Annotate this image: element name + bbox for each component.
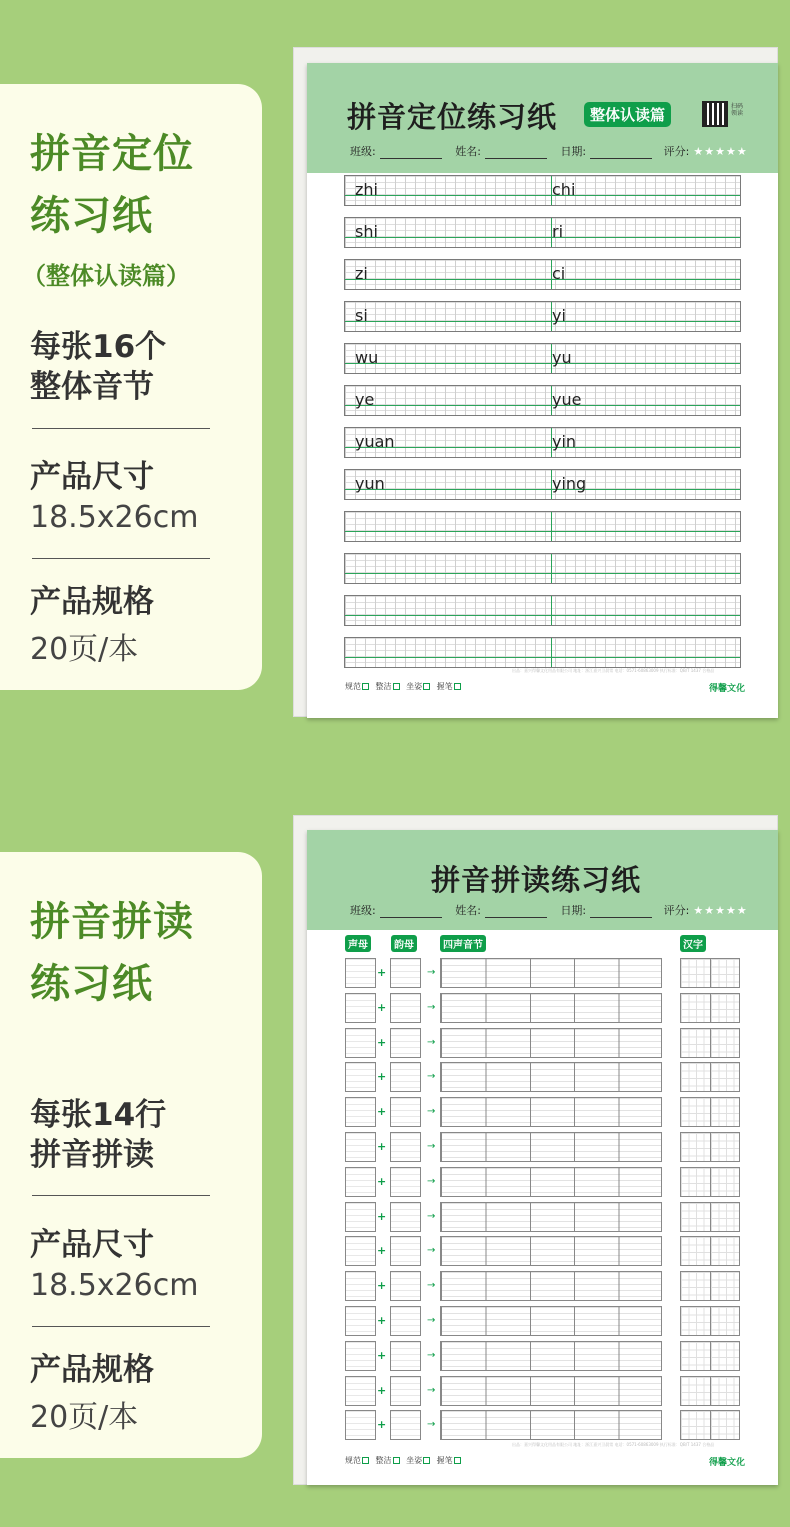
hanzi-box[interactable] bbox=[680, 1167, 740, 1197]
score-label: 评分: bbox=[663, 904, 690, 917]
size-value: 18.5x26cm bbox=[30, 500, 199, 535]
class-label: 班级: bbox=[350, 904, 376, 917]
tone-syllable-boxes[interactable] bbox=[440, 1202, 662, 1232]
product-info-card-2 bbox=[0, 852, 262, 1458]
divider bbox=[32, 428, 210, 429]
row-divider bbox=[551, 512, 552, 541]
pinyin-row[interactable] bbox=[344, 553, 741, 584]
arrow-icon: → bbox=[427, 967, 436, 978]
initial-box[interactable] bbox=[345, 1410, 376, 1440]
class-label: 班级: bbox=[350, 145, 376, 158]
feature-line1: 每张14行 bbox=[30, 1097, 167, 1133]
pinyin-syllable: wu bbox=[355, 348, 379, 367]
checkbox[interactable] bbox=[454, 1457, 461, 1464]
pinyin-syllable: shi bbox=[355, 222, 378, 241]
checkbox[interactable] bbox=[423, 683, 430, 690]
plus-sign: + bbox=[377, 1348, 387, 1362]
divider bbox=[32, 1195, 210, 1196]
pinyin-row[interactable] bbox=[344, 637, 741, 668]
pinyin-syllable: si bbox=[355, 306, 368, 325]
initial-box[interactable] bbox=[345, 1306, 376, 1336]
pinyin-syllable: ying bbox=[552, 474, 587, 493]
pinyin-syllable: ci bbox=[552, 264, 566, 283]
final-box[interactable] bbox=[390, 1132, 421, 1162]
initial-box[interactable] bbox=[345, 993, 376, 1023]
pinyin-syllable: yun bbox=[355, 474, 385, 493]
qr-code-icon bbox=[702, 101, 728, 127]
arrow-icon: → bbox=[427, 1071, 436, 1083]
sheet-footer bbox=[345, 681, 465, 692]
plus-sign: + bbox=[377, 1000, 387, 1014]
arrow-icon: → bbox=[427, 1245, 436, 1257]
pinyin-row[interactable] bbox=[344, 301, 741, 332]
star-rating: ★★★★★ bbox=[693, 904, 748, 917]
pinyin-syllable: yi bbox=[552, 306, 566, 325]
product-title-line1: 拼音定位 bbox=[30, 131, 194, 177]
brand-logo: 得馨文化 bbox=[709, 684, 746, 694]
final-box[interactable] bbox=[390, 1271, 421, 1301]
plus-sign: + bbox=[377, 1383, 387, 1397]
pinyin-row[interactable] bbox=[344, 469, 741, 500]
plus-sign: + bbox=[377, 1140, 387, 1153]
divider bbox=[32, 1326, 210, 1327]
date-field[interactable] bbox=[590, 906, 652, 918]
pinyin-syllable: yin bbox=[552, 432, 577, 451]
final-box[interactable] bbox=[390, 1306, 421, 1336]
tone-syllable-boxes[interactable] bbox=[440, 1341, 662, 1371]
final-box[interactable] bbox=[390, 1028, 421, 1058]
final-box[interactable] bbox=[390, 1376, 421, 1406]
initial-box[interactable] bbox=[345, 1097, 376, 1127]
brand-logo: 得馨文化 bbox=[709, 1458, 746, 1468]
pinyin-syllable: zhi bbox=[355, 180, 378, 199]
initial-box[interactable] bbox=[345, 1341, 376, 1371]
spec-label: 产品规格 bbox=[30, 1352, 154, 1388]
column-header-hanzi: 汉字 bbox=[680, 935, 706, 952]
pinyin-row[interactable] bbox=[344, 175, 741, 206]
initial-box[interactable] bbox=[345, 1028, 376, 1058]
hanzi-box[interactable] bbox=[680, 1202, 740, 1232]
sheet-title: 拼音定位练习纸 bbox=[347, 100, 558, 134]
row-divider bbox=[551, 638, 552, 667]
hanzi-box[interactable] bbox=[680, 1410, 740, 1440]
plus-sign: + bbox=[377, 1209, 387, 1223]
tone-syllable-boxes[interactable] bbox=[440, 1236, 662, 1266]
pinyin-syllable: zi bbox=[355, 264, 368, 283]
tone-syllable-boxes[interactable] bbox=[440, 993, 662, 1023]
column-header-tones: 四声音节 bbox=[440, 935, 486, 952]
initial-box[interactable] bbox=[345, 1132, 376, 1162]
footer-item: 整洁 bbox=[375, 682, 392, 691]
pinyin-row[interactable] bbox=[344, 343, 741, 374]
hanzi-box[interactable] bbox=[680, 1341, 740, 1371]
initial-box[interactable] bbox=[345, 1202, 376, 1232]
tone-syllable-boxes[interactable] bbox=[440, 1097, 662, 1127]
sheet-info-fields bbox=[350, 902, 752, 918]
qr-caption: 扫码领读 bbox=[731, 103, 744, 117]
hanzi-box[interactable] bbox=[680, 1376, 740, 1406]
feature-line2: 整体音节 bbox=[30, 369, 154, 405]
product-subtitle: （整体认读篇） bbox=[22, 262, 190, 290]
tone-syllable-boxes[interactable] bbox=[440, 1028, 662, 1058]
column-header-final: 韵母 bbox=[391, 935, 417, 952]
tone-syllable-boxes[interactable] bbox=[440, 1376, 662, 1406]
fine-print: 出品：嘉兴得馨文化用品有限公司 地址：浙江嘉兴卫晨常 电话：0571-60863009 执行标准：QB/T 1437 合格品 bbox=[512, 668, 715, 673]
size-label: 产品尺寸 bbox=[30, 1227, 154, 1263]
footer-item: 坐姿 bbox=[406, 1456, 423, 1465]
class-field[interactable] bbox=[380, 906, 442, 918]
final-box[interactable] bbox=[390, 993, 421, 1023]
plus-sign: + bbox=[377, 1279, 387, 1293]
arrow-icon: → bbox=[427, 1141, 436, 1152]
plus-sign: + bbox=[377, 1418, 387, 1432]
pinyin-row[interactable] bbox=[344, 385, 741, 416]
score-label: 评分: bbox=[663, 145, 690, 158]
plus-sign: + bbox=[377, 1244, 387, 1258]
pinyin-syllable: ye bbox=[355, 390, 375, 409]
arrow-icon: → bbox=[427, 1349, 436, 1361]
column-header-initial: 声母 bbox=[345, 935, 371, 952]
pinyin-row[interactable] bbox=[344, 217, 741, 248]
size-value: 18.5x26cm bbox=[30, 1268, 199, 1303]
pinyin-syllable: ri bbox=[552, 222, 564, 241]
row-divider bbox=[551, 554, 552, 583]
hanzi-box[interactable] bbox=[680, 1306, 740, 1336]
final-box[interactable] bbox=[390, 1062, 421, 1092]
arrow-icon: → bbox=[427, 1001, 436, 1013]
footer-item: 规范 bbox=[345, 1456, 361, 1465]
checkbox[interactable] bbox=[393, 1457, 400, 1464]
pinyin-row[interactable] bbox=[344, 259, 741, 290]
footer-item: 规范 bbox=[345, 682, 361, 691]
pinyin-syllable: yue bbox=[552, 390, 582, 409]
arrow-icon: → bbox=[427, 1315, 436, 1326]
pinyin-syllable: yuan bbox=[355, 432, 395, 451]
product-info-card-1 bbox=[0, 84, 262, 690]
final-box[interactable] bbox=[390, 1167, 421, 1197]
initial-box[interactable] bbox=[345, 1376, 376, 1406]
row-divider bbox=[551, 596, 552, 625]
feature-line2: 拼音拼读 bbox=[30, 1137, 154, 1173]
arrow-icon: → bbox=[427, 1036, 436, 1048]
spec-value: 20页/本 bbox=[30, 632, 139, 667]
hanzi-box[interactable] bbox=[680, 1236, 740, 1266]
date-label: 日期: bbox=[560, 145, 587, 158]
footer-item: 坐姿 bbox=[406, 682, 423, 691]
final-box[interactable] bbox=[390, 1202, 421, 1232]
plus-sign: + bbox=[377, 1035, 387, 1049]
hanzi-box[interactable] bbox=[680, 1271, 740, 1301]
pinyin-row[interactable] bbox=[344, 427, 741, 458]
plus-sign: + bbox=[377, 1105, 387, 1119]
name-label: 姓名: bbox=[455, 904, 481, 917]
spec-value: 20页/本 bbox=[30, 1400, 139, 1435]
tone-syllable-boxes[interactable] bbox=[440, 958, 662, 988]
arrow-icon: → bbox=[427, 1419, 436, 1431]
product-title-line2: 练习纸 bbox=[30, 193, 153, 239]
hanzi-box[interactable] bbox=[680, 1097, 740, 1127]
spec-label: 产品规格 bbox=[30, 584, 154, 620]
sheet-footer bbox=[345, 1455, 465, 1466]
final-box[interactable] bbox=[390, 1097, 421, 1127]
arrow-icon: → bbox=[427, 1175, 436, 1187]
final-box[interactable] bbox=[390, 958, 421, 988]
name-field[interactable] bbox=[485, 147, 547, 159]
plus-sign: + bbox=[377, 1174, 387, 1188]
sheet-badge: 整体认读篇 bbox=[584, 102, 671, 127]
tone-syllable-boxes[interactable] bbox=[440, 1271, 662, 1301]
initial-box[interactable] bbox=[345, 958, 376, 988]
arrow-icon: → bbox=[427, 1210, 436, 1222]
arrow-icon: → bbox=[427, 1106, 436, 1118]
name-label: 姓名: bbox=[455, 145, 481, 158]
checkbox[interactable] bbox=[423, 1457, 430, 1464]
plus-sign: + bbox=[377, 1070, 387, 1084]
final-box[interactable] bbox=[390, 1341, 421, 1371]
feature-line1: 每张16个 bbox=[30, 329, 167, 365]
tone-syllable-boxes[interactable] bbox=[440, 1167, 662, 1197]
hanzi-box[interactable] bbox=[680, 993, 740, 1023]
arrow-icon: → bbox=[427, 1280, 436, 1292]
initial-box[interactable] bbox=[345, 1167, 376, 1197]
checkbox[interactable] bbox=[393, 683, 400, 690]
date-label: 日期: bbox=[560, 904, 587, 917]
checkbox[interactable] bbox=[362, 1457, 369, 1464]
tone-syllable-boxes[interactable] bbox=[440, 1062, 662, 1092]
arrow-icon: → bbox=[427, 1384, 436, 1396]
final-box[interactable] bbox=[390, 1410, 421, 1440]
divider bbox=[32, 558, 210, 559]
sheet-info-fields bbox=[350, 143, 752, 159]
class-field[interactable] bbox=[380, 147, 442, 159]
tone-syllable-boxes[interactable] bbox=[440, 1410, 662, 1440]
plus-sign: + bbox=[377, 1314, 387, 1327]
tone-syllable-boxes[interactable] bbox=[440, 1306, 662, 1336]
hanzi-box[interactable] bbox=[680, 1062, 740, 1092]
pinyin-row[interactable] bbox=[344, 595, 741, 626]
hanzi-box[interactable] bbox=[680, 958, 740, 988]
footer-item: 整洁 bbox=[375, 1456, 392, 1465]
product-title-line2: 练习纸 bbox=[30, 961, 153, 1007]
tone-syllable-boxes[interactable] bbox=[440, 1132, 662, 1162]
star-rating: ★★★★★ bbox=[693, 145, 748, 158]
initial-box[interactable] bbox=[345, 1236, 376, 1266]
pinyin-syllable: yu bbox=[552, 348, 572, 367]
pinyin-syllable: chi bbox=[552, 180, 576, 199]
name-field[interactable] bbox=[485, 906, 547, 918]
date-field[interactable] bbox=[590, 147, 652, 159]
final-box[interactable] bbox=[390, 1236, 421, 1266]
plus-sign: + bbox=[377, 966, 387, 979]
checkbox[interactable] bbox=[362, 683, 369, 690]
fine-print: 出品：嘉兴得馨文化用品有限公司 地址：浙江嘉兴卫晨常 电话：0571-60863009 执行标准：QB/T 1437 合格品 bbox=[512, 1442, 715, 1447]
footer-item: 握笔 bbox=[436, 1456, 453, 1465]
product-title-line1: 拼音拼读 bbox=[30, 899, 194, 945]
hanzi-box[interactable] bbox=[680, 1132, 740, 1162]
checkbox[interactable] bbox=[454, 683, 461, 690]
sheet-title: 拼音拼读练习纸 bbox=[431, 863, 642, 897]
hanzi-box[interactable] bbox=[680, 1028, 740, 1058]
size-label: 产品尺寸 bbox=[30, 459, 154, 495]
initial-box[interactable] bbox=[345, 1062, 376, 1092]
initial-box[interactable] bbox=[345, 1271, 376, 1301]
pinyin-row[interactable] bbox=[344, 511, 741, 542]
footer-item: 握笔 bbox=[436, 682, 453, 691]
